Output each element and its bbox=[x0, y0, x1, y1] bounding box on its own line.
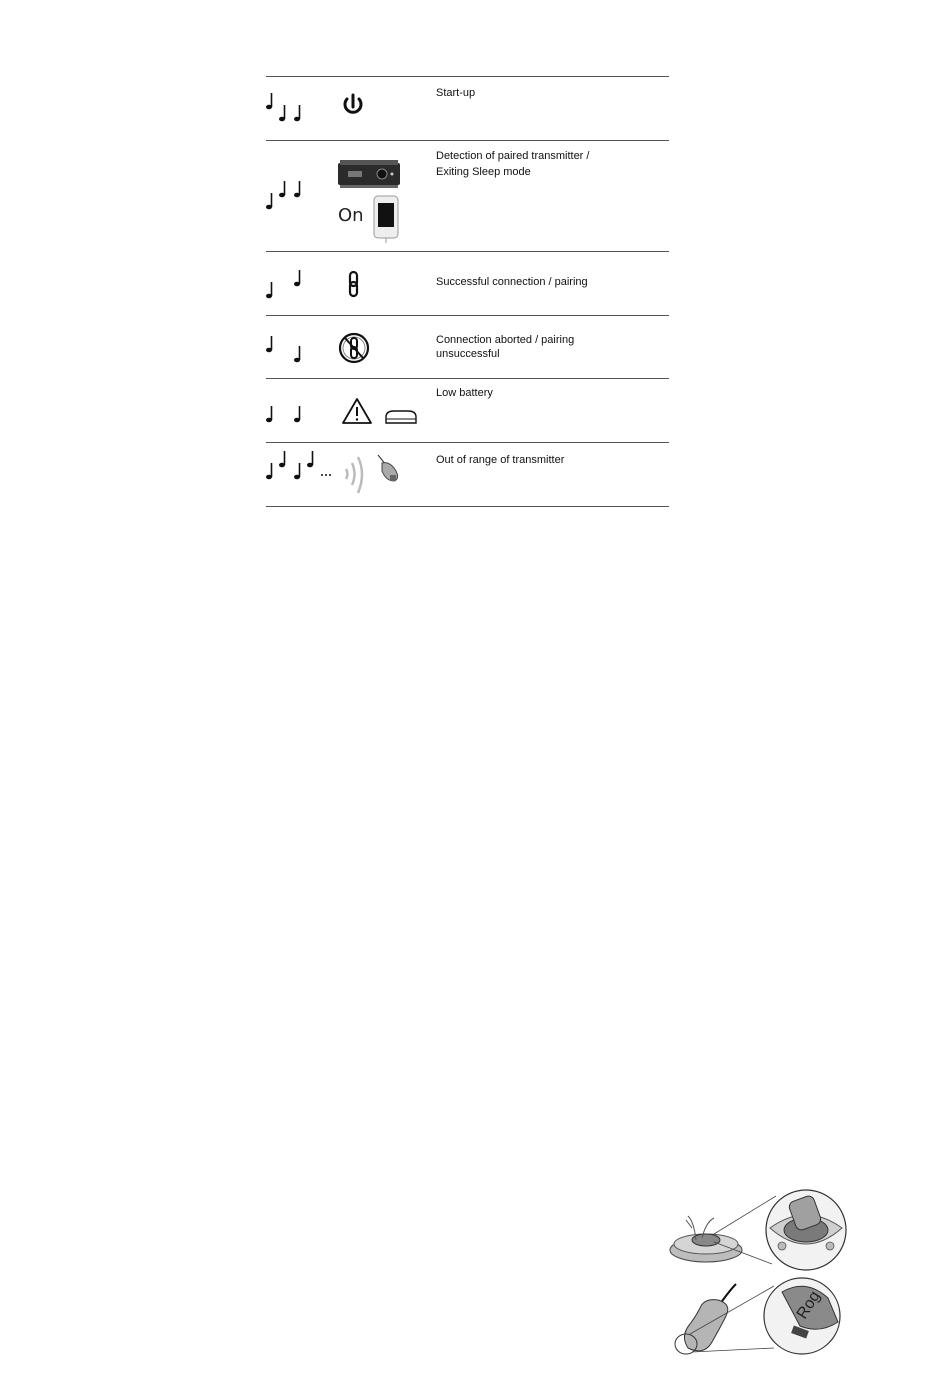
power-icon bbox=[338, 77, 428, 141]
broken-link-icon bbox=[338, 316, 428, 379]
on-label: On bbox=[338, 205, 364, 226]
row-description: Successful connection / pairing bbox=[436, 276, 588, 288]
signal-receiver-icon bbox=[338, 443, 428, 506]
link-icon bbox=[338, 252, 428, 316]
row-description: Detection of paired transmitter / bbox=[436, 150, 590, 162]
illustration-lettering: Rog bbox=[793, 1288, 824, 1323]
table-row bbox=[266, 315, 669, 379]
receiver-docking-illustration-icon bbox=[666, 1182, 850, 1276]
table-row bbox=[266, 378, 669, 443]
tone-pattern-icon bbox=[266, 379, 336, 443]
row-description: Exiting Sleep mode bbox=[436, 166, 531, 178]
transmitter-devices-icon bbox=[338, 141, 428, 252]
tone-pattern-icon bbox=[266, 316, 336, 379]
table-row bbox=[266, 442, 669, 507]
warning-battery-icon bbox=[338, 379, 428, 443]
row-description: Out of range of transmitter bbox=[436, 454, 565, 466]
table-row bbox=[266, 251, 669, 316]
table-row bbox=[266, 76, 669, 141]
receiver-detail-illustration-icon bbox=[670, 1276, 846, 1358]
row-description: unsuccessful bbox=[436, 348, 500, 360]
row-description: Low battery bbox=[436, 387, 493, 399]
row-description: Start-up bbox=[436, 87, 476, 99]
row-description: Connection aborted / pairing bbox=[436, 334, 575, 346]
tone-pattern-icon bbox=[266, 141, 336, 252]
tone-pattern-icon bbox=[266, 77, 336, 141]
table-row bbox=[266, 140, 669, 252]
tone-pattern-icon bbox=[266, 443, 336, 506]
tone-pattern-icon bbox=[266, 252, 336, 316]
